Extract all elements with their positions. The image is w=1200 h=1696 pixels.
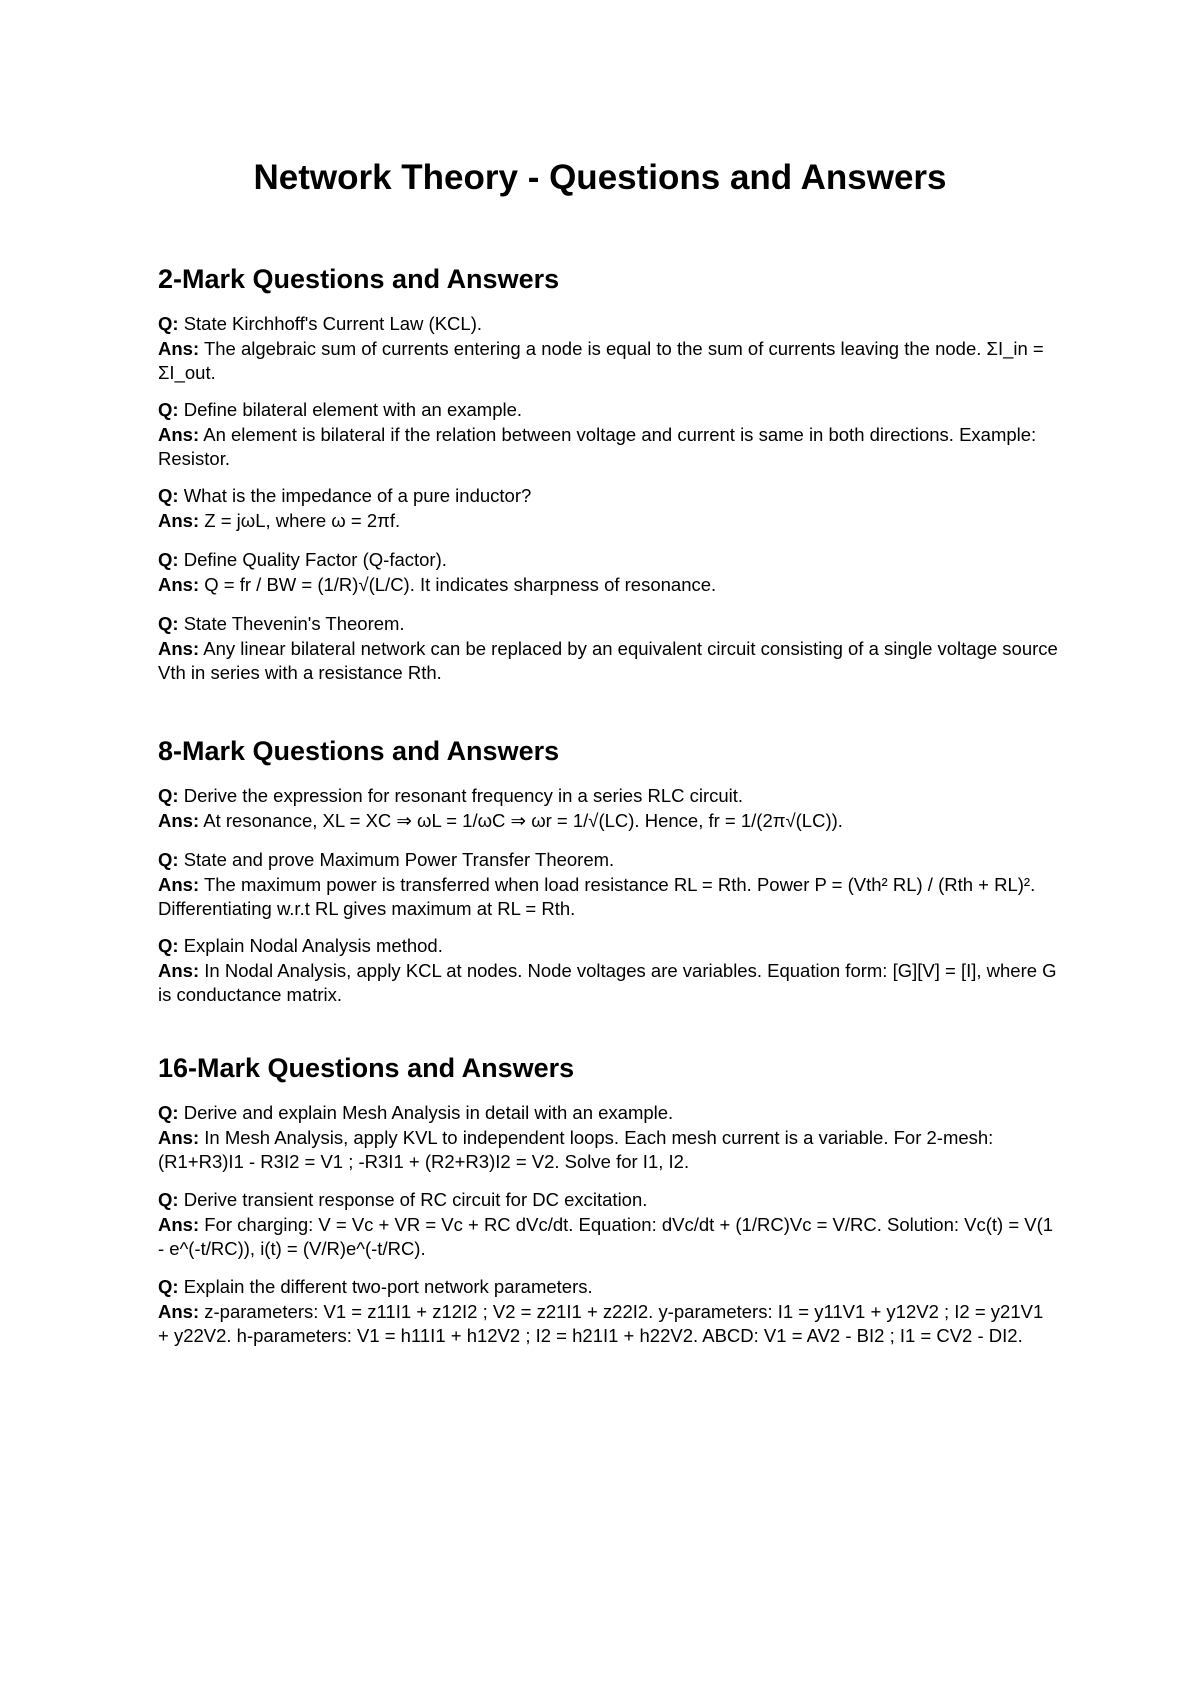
qa-item xyxy=(158,548,1058,597)
qa-item xyxy=(158,784,1058,833)
qa-item xyxy=(158,612,1058,686)
answer-label: Ans: xyxy=(158,1213,200,1235)
answer-label: Ans: xyxy=(158,337,200,359)
answer-text: Z = jωL, where ω = 2πf. xyxy=(204,509,401,531)
question-label: Q: xyxy=(158,613,179,634)
answer-text: In Mesh Analysis, apply KVL to independent loops. Each mesh current is a variable. For 2-mesh: (R1+R3)I1 - R3I2 = V1 ; -R3I1 + (R2+R3)I2 = V2. Solve for I1, I2. xyxy=(158,1126,994,1172)
answer-label: Ans: xyxy=(158,809,200,831)
answer xyxy=(158,1300,1058,1349)
qa-item xyxy=(158,398,1058,472)
question xyxy=(158,784,1058,809)
question-text: Derive and explain Mesh Analysis in detail with an example. xyxy=(183,1102,674,1123)
qa-item xyxy=(158,934,1058,1008)
question-text: Derive the expression for resonant frequency in a series RLC circuit. xyxy=(183,785,744,806)
question xyxy=(158,1101,1058,1126)
question xyxy=(158,848,1058,873)
qa-item xyxy=(158,484,1058,533)
answer xyxy=(158,1213,1058,1262)
answer xyxy=(158,637,1058,686)
answer xyxy=(158,509,1058,534)
section-heading-8-mark: 8-Mark Questions and Answers xyxy=(158,736,560,766)
answer-label: Ans: xyxy=(158,873,200,895)
section-heading-2-mark: 2-Mark Questions and Answers xyxy=(158,264,560,294)
question xyxy=(158,398,1058,423)
answer xyxy=(158,423,1058,472)
question-text: State Thevenin's Theorem. xyxy=(183,613,405,634)
question-text: Define Quality Factor (Q-factor). xyxy=(183,549,447,570)
question-text: Define bilateral element with an example. xyxy=(183,399,523,420)
answer xyxy=(158,337,1058,386)
answer xyxy=(158,959,1058,1008)
question-label: Q: xyxy=(158,1189,179,1210)
question xyxy=(158,548,1058,573)
answer-label: Ans: xyxy=(158,1126,200,1148)
answer-text: The maximum power is transferred when load resistance RL = Rth. Power P = (Vth² RL) / (Rth + RL)². Differentiating w.r.t RL gives maximum at RL = Rth. xyxy=(158,873,1036,919)
question-text: Explain the different two-port network parameters. xyxy=(183,1276,593,1297)
answer-text: An element is bilateral if the relation between voltage and current is same in both directions. Example: Resistor. xyxy=(158,423,1037,469)
section-heading-16-mark: 16-Mark Questions and Answers xyxy=(158,1053,575,1083)
question-label: Q: xyxy=(158,785,179,806)
answer-text: At resonance, XL = XC ⇒ ωL = 1/ωC ⇒ ωr = 1/√(LC). Hence, fr = 1/(2π√(LC)). xyxy=(203,809,843,831)
qa-item xyxy=(158,312,1058,386)
qa-item xyxy=(158,848,1058,922)
answer xyxy=(158,873,1058,922)
question xyxy=(158,484,1058,509)
answer-label: Ans: xyxy=(158,423,200,445)
qa-item xyxy=(158,1101,1058,1175)
answer-label: Ans: xyxy=(158,573,200,595)
question-text: State Kirchhoff's Current Law (KCL). xyxy=(183,313,482,334)
answer xyxy=(158,1126,1058,1175)
question-label: Q: xyxy=(158,1102,179,1123)
answer xyxy=(158,809,1058,834)
answer-text: z-parameters: V1 = z11I1 + z12I2 ; V2 = z21I1 + z22I2. y-parameters: I1 = y11V1 + y12V2 ; I2 = y21V1 + y22V2. h-parameters: V1 = h11I1 + h12V2 ; I2 = h21I1 + h22V2. ABCD: V1 = AV2 - BI2 ; I1 = CV2 - DI2. xyxy=(158,1300,1044,1346)
question-text: Explain Nodal Analysis method. xyxy=(183,935,443,956)
question-text: State and prove Maximum Power Transfer Theorem. xyxy=(183,849,615,870)
qa-item xyxy=(158,1188,1058,1262)
question-label: Q: xyxy=(158,549,179,570)
answer-label: Ans: xyxy=(158,509,200,531)
question-label: Q: xyxy=(158,935,179,956)
answer-label: Ans: xyxy=(158,637,200,659)
answer-text: For charging: V = Vc + VR = Vc + RC dVc/dt. Equation: dVc/dt + (1/RC)Vc = V/RC. Solution: Vc(t) = V(1 - e^(-t/RC)), i(t) = (V/R)e^(-t/RC). xyxy=(158,1213,1054,1259)
answer-text: Any linear bilateral network can be replaced by an equivalent circuit consisting of a single voltage source Vth in series with a resistance Rth. xyxy=(158,637,1058,683)
answer-text: In Nodal Analysis, apply KCL at nodes. Node voltages are variables. Equation form: [G][V] = [I], where G is conductance matrix. xyxy=(158,959,1057,1005)
question-label: Q: xyxy=(158,313,179,334)
question-label: Q: xyxy=(158,1276,179,1297)
question xyxy=(158,934,1058,959)
question-label: Q: xyxy=(158,485,179,506)
answer-label: Ans: xyxy=(158,959,200,981)
question-text: Derive transient response of RC circuit for DC excitation. xyxy=(183,1189,648,1210)
question xyxy=(158,312,1058,337)
question-label: Q: xyxy=(158,849,179,870)
question xyxy=(158,1188,1058,1213)
answer xyxy=(158,573,1058,598)
qa-item xyxy=(158,1275,1058,1349)
page-title: Network Theory - Questions and Answers xyxy=(253,158,947,197)
question xyxy=(158,1275,1058,1300)
question-label: Q: xyxy=(158,399,179,420)
answer-text: The algebraic sum of currents entering a node is equal to the sum of currents leaving the node. ΣI_in = ΣI_out. xyxy=(158,337,1044,383)
question-text: What is the impedance of a pure inductor? xyxy=(183,485,532,506)
answer-label: Ans: xyxy=(158,1300,200,1322)
answer-text: Q = fr / BW = (1/R)√(L/C). It indicates sharpness of resonance. xyxy=(204,573,717,595)
question xyxy=(158,612,1058,637)
